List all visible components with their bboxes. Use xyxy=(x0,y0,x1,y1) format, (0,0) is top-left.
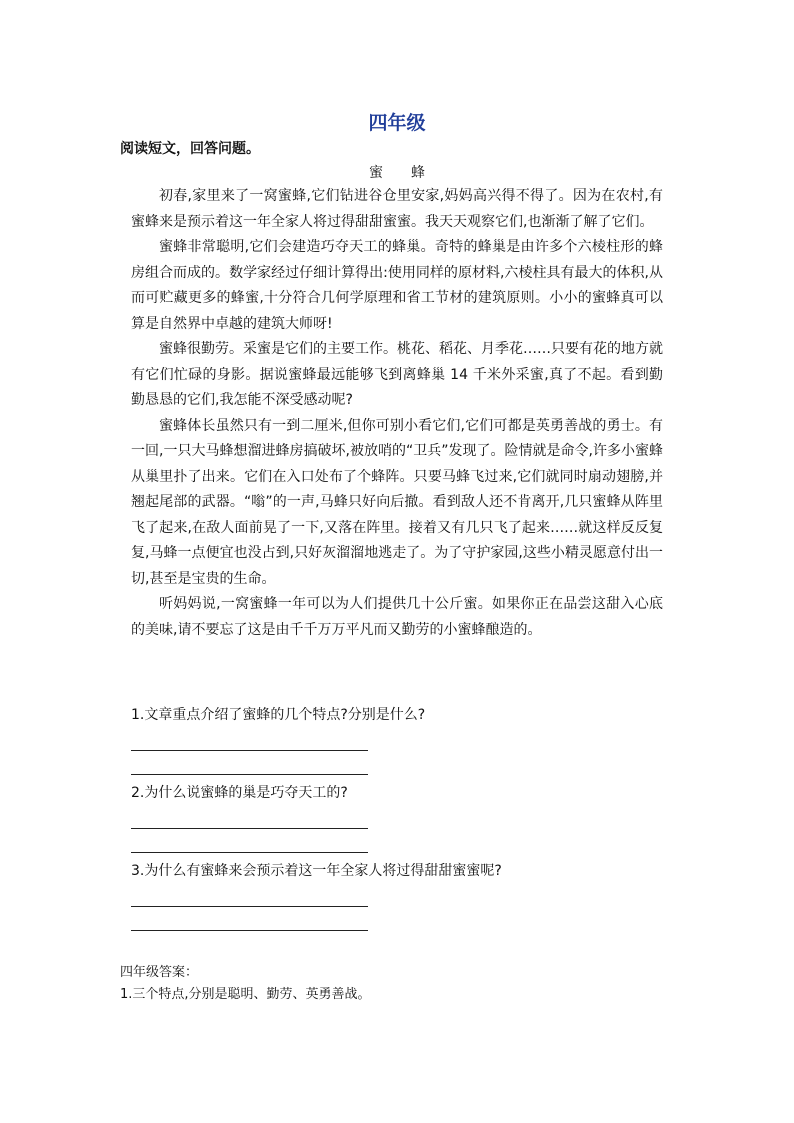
question-1: 1.文章重点介绍了蜜蜂的几个特点?分别是什么? xyxy=(131,707,426,723)
passage-title-char-2: 蜂 xyxy=(411,165,425,181)
grade-title: 四年级 xyxy=(368,112,426,134)
answer-lines-2 xyxy=(131,805,663,853)
answer-line[interactable] xyxy=(131,751,368,775)
question-2: 2.为什么说蜜蜂的巢是巧夺天工的? xyxy=(131,785,348,801)
passage-body xyxy=(131,184,663,643)
passage-title-char-1: 蜜 xyxy=(369,165,383,181)
answer-key xyxy=(120,962,680,1006)
answer-key-item: 1.三个特点,分别是聪明、勤劳、英勇善战。 xyxy=(120,987,371,1002)
answer-lines-3 xyxy=(131,883,663,931)
passage-paragraph: 蜜蜂很勤劳。采蜜是它们的主要工作。桃花、稻花、月季花……只要有花的地方就有它们忙碌的身影。据说蜜蜂最远能够飞到离蜂巢 14 千米外采蜜,真了不起。看到勤勤恳恳的它们,我怎能不深受感动呢? xyxy=(131,341,663,408)
reading-instruction: 阅读短文，回答问题。 xyxy=(120,141,260,157)
answer-line[interactable] xyxy=(131,805,368,829)
passage-paragraph: 蜜蜂体长虽然只有一到二厘米,但你可别小看它们,它们可都是英勇善战的勇士。有一回,一只大马蜂想溜进蜂房搞破坏,被放哨的“卫兵”发现了。险情就是命令,许多小蜜蜂从巢里扑了出来。它们在入口处布了个蜂阵。只要马蜂飞过来,它们就同时扇动翅膀,并翘起尾部的武器。“嗡”的一声,马蜂只好向后撤。看到敌人还不肯离开,几只蜜蜂从阵里飞了起来,在敌人面前晃了一下,又落在阵里。接着又有几只飞了起来……就这样反反复复,马蜂一点便宜也没占到,只好灰溜溜地逃走了。为了守护家园,这些小精灵愿意付出一切,甚至是宝贵的生命。 xyxy=(131,417,663,587)
question-3: 3.为什么有蜜蜂来会预示着这一年全家人将过得甜甜蜜蜜呢? xyxy=(131,863,502,879)
passage-paragraph: 蜜蜂非常聪明,它们会建造巧夺天工的蜂巢。奇特的蜂巢是由许多个六棱柱形的蜂房组合而成的。数学家经过仔细计算得出:使用同样的原材料,六棱柱具有最大的体积,从而可贮藏更多的蜂蜜,十分符合几何学原理和省工节材的建筑原则。小小的蜜蜂真可以算是自然界中卓越的建筑大师呀! xyxy=(131,239,663,332)
questions-section xyxy=(131,703,663,937)
passage-paragraph: 初春,家里来了一窝蜜蜂,它们钻进谷仓里安家,妈妈高兴得不得了。因为在农村,有蜜蜂来是预示着这一年全家人将过得甜甜蜜蜜。我天天观察它们,也渐渐了解了它们。 xyxy=(131,188,663,230)
answer-key-heading: 四年级答案： xyxy=(120,965,199,980)
passage-paragraph: 听妈妈说,一窝蜜蜂一年可以为人们提供几十公斤蜜。如果你正在品尝这甜入心底的美味,请不要忘了这是由千千万万平凡而又勤劳的小蜜蜂酿造的。 xyxy=(131,596,663,638)
answer-line[interactable] xyxy=(131,727,368,751)
answer-line[interactable] xyxy=(131,829,368,853)
answer-line[interactable] xyxy=(131,907,368,931)
answer-lines-1 xyxy=(131,727,663,775)
answer-line[interactable] xyxy=(131,883,368,907)
passage-title xyxy=(0,162,794,182)
